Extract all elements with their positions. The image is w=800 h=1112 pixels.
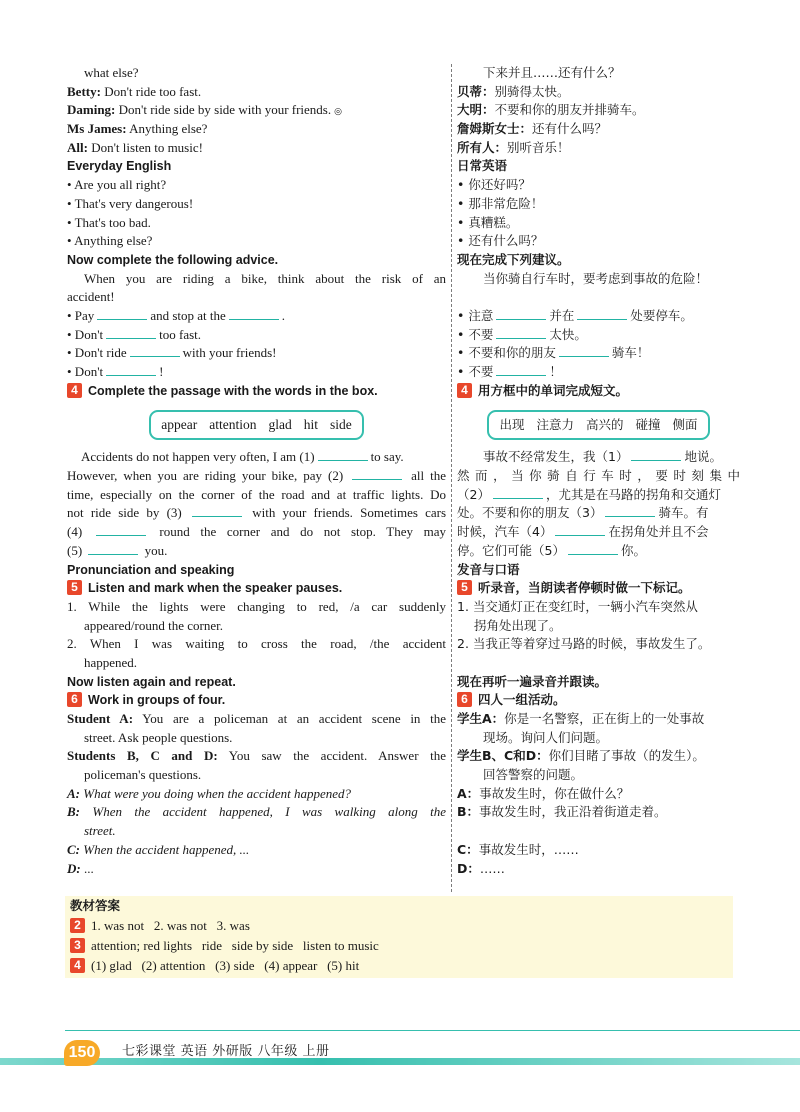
passage-line: time, especially on the corner of the road and at traffic lights. Do	[67, 486, 446, 502]
fill-blank[interactable]	[318, 448, 368, 461]
advice-item: • 不要 ！	[457, 364, 562, 379]
text-line: 当你骑自行车时，要考虑到事故的危险！	[483, 270, 709, 286]
dialogue-line: B：事故发生时，我正沿着街道走着。	[457, 804, 667, 820]
role-line: Students B, C and D: You saw the accident. Answer the	[67, 748, 446, 764]
word-box: appear attention glad hit side	[149, 410, 364, 440]
section-heading: Pronunciation and speaking	[67, 562, 235, 577]
section-heading: 发音与口语	[457, 561, 520, 577]
word-box: 出现 注意力 高兴的 碰撞 侧面	[487, 410, 709, 440]
role-line: 现场。询问人们问题。	[483, 729, 609, 745]
role-line: 回答警察的问题。	[483, 767, 584, 783]
exercise-number-badge: 5	[457, 580, 472, 595]
passage-line: 停。它们可能（5） 你。	[457, 542, 646, 558]
list-item: • 那非常危险！	[457, 195, 544, 211]
advice-item: • 不要和你的朋友 骑车！	[457, 345, 650, 361]
list-item: • Anything else?	[67, 233, 153, 249]
section-heading: Now listen again and repeat.	[67, 674, 236, 689]
sentence-line: appeared/round the corner.	[84, 617, 223, 633]
exercise-heading: 4 Complete the passage with the words in the box.	[67, 382, 446, 401]
dialogue-line: street.	[84, 823, 116, 839]
fill-blank[interactable]	[631, 448, 681, 461]
passage-line: 事故不经常发生，我（1） 地说。	[483, 449, 722, 465]
sentence-line: happened.	[84, 654, 138, 670]
english-column	[67, 64, 446, 878]
dialogue-line: D: ...	[67, 860, 94, 876]
dialogue-line: Daming: Don't ride side by side with your friends. ◎	[67, 102, 342, 118]
fill-blank[interactable]	[96, 523, 146, 536]
exercise-heading: 6 Work in groups of four.	[67, 691, 446, 710]
dialogue-line: C: When the accident happened, ...	[67, 841, 250, 857]
exercise-heading: 4 用方框中的单词完成短文。	[457, 382, 740, 401]
answer-box	[65, 896, 733, 978]
list-item: • That's very dangerous!	[67, 195, 194, 211]
dialogue-line: C：事故发生时，……	[457, 841, 579, 857]
fill-blank[interactable]	[496, 326, 546, 339]
sentence-line: 拐角处出现了。	[474, 617, 562, 633]
passage-line: However, when you are riding your bike, pay (2) all the	[67, 468, 446, 484]
advice-item: • Don't too fast.	[67, 326, 202, 342]
fill-blank[interactable]	[568, 542, 618, 555]
chinese-column	[457, 64, 740, 878]
sentence-line: 1. While the lights were changing to red, /a car suddenly	[67, 598, 446, 614]
answer-row: 3 attention; red lights ride side by side listen to music	[65, 936, 733, 956]
dialogue-line: All: Don't listen to music!	[67, 139, 203, 155]
passage-line: （2） ，尤其是在马路的拐角和交通灯	[457, 486, 721, 502]
sentence-line: 2. When I was waiting to cross the road, /the accident	[67, 636, 446, 652]
text-line: 下来并且……还有什么？	[483, 65, 621, 80]
fill-blank[interactable]	[352, 467, 402, 480]
sentence-line: 2. 当我正等着穿过马路的时候，事故发生了。	[457, 636, 711, 652]
fill-blank[interactable]	[229, 307, 279, 320]
dialogue-line: A: What were you doing when the accident happened?	[67, 785, 352, 801]
fill-blank[interactable]	[130, 344, 180, 357]
advice-item: • 不要 太快。	[457, 326, 587, 342]
passage-line: Accidents do not happen very often, I am (1) to say.	[81, 449, 404, 465]
answer-row: 4 (1) glad (2) attention (3) side (4) appear (5) hit	[65, 956, 733, 976]
footer-band	[0, 1058, 800, 1065]
sentence-line: 1. 当交通灯正在变红时，一辆小汽车突然从	[457, 598, 698, 614]
fill-blank[interactable]	[496, 363, 546, 376]
exercise-number-badge: 5	[67, 580, 82, 595]
dialogue-line: 所有人：别听音乐！	[457, 139, 570, 155]
list-item: • 还有什么吗？	[457, 233, 544, 249]
fill-blank[interactable]	[97, 307, 147, 320]
word-box-row	[67, 400, 446, 448]
role-line: 学生B、C和D：你们目睹了事故（的发生）。	[457, 748, 705, 764]
exercise-number-badge: 6	[67, 692, 82, 707]
fill-blank[interactable]	[88, 542, 138, 555]
passage-line: (4) round the corner and do not stop. They may	[67, 524, 446, 540]
fill-blank[interactable]	[555, 523, 605, 536]
passage-line: 然而，当你骑自行车时，要时刻集中	[457, 468, 740, 484]
audio-icon[interactable]: ◎	[334, 106, 342, 117]
fill-blank[interactable]	[577, 307, 627, 320]
section-heading: 现在完成下列建议。	[457, 251, 570, 267]
answer-title: 教材答案	[70, 898, 121, 913]
advice-item: • Pay and stop at the .	[67, 307, 286, 323]
list-item: • That's too bad.	[67, 214, 151, 230]
section-heading: Now complete the following advice.	[67, 252, 279, 267]
dialogue-line: A：事故发生时，你在做什么？	[457, 785, 630, 801]
dialogue-line: Betty: Don't ride too fast.	[67, 83, 202, 99]
dialogue-line: Ms James: Anything else?	[67, 121, 208, 137]
section-heading: 现在再听一遍录音并跟读。	[457, 673, 608, 689]
text-line: accident!	[67, 289, 115, 305]
exercise-number-badge: 4	[457, 383, 472, 398]
advice-item: • Don't !	[67, 364, 164, 379]
fill-blank[interactable]	[106, 363, 156, 376]
column-divider	[451, 64, 452, 892]
fill-blank[interactable]	[192, 504, 242, 517]
text-line: what else?	[84, 65, 139, 80]
list-item: • 真糟糕。	[457, 214, 519, 230]
role-line: street. Ask people questions.	[84, 729, 233, 745]
passage-line: (5) you.	[67, 542, 168, 558]
role-line: Student A: You are a policeman at an accident scene in the	[67, 711, 446, 726]
advice-item: • 注意 并在 处要停车。	[457, 307, 693, 323]
fill-blank[interactable]	[493, 486, 543, 499]
fill-blank[interactable]	[559, 344, 609, 357]
book-title: 七彩课堂 英语 外研版 八年级 上册	[122, 1044, 330, 1059]
dialogue-line: D：……	[457, 860, 505, 876]
passage-line: not ride side by (3) with your friends. Sometimes cars	[67, 505, 447, 521]
advice-item: • Don't ride with your friends!	[67, 345, 277, 361]
page-number: 150	[64, 1040, 100, 1066]
exercise-heading: 5 听录音，当朗读者停顿时做一下标记。	[457, 579, 740, 598]
answer-row: 2 1. was not 2. was not 3. was	[65, 916, 733, 936]
exercise-number-badge: 4	[70, 958, 85, 973]
text-line: When you are riding a bike, think about the risk of an	[84, 270, 446, 286]
role-line: 学生A：你是一名警察，正在街上的一处事故	[457, 711, 705, 726]
list-item: • Are you all right?	[67, 177, 167, 193]
dialogue-line: 大明：不要和你的朋友并排骑车。	[457, 102, 645, 118]
fill-blank[interactable]	[496, 307, 546, 320]
spacer	[457, 654, 740, 673]
dialogue-line: B: When the accident happened, I was walking along the	[67, 804, 446, 820]
passage-line: 处。不要和你的朋友（3） 骑车。有	[457, 505, 709, 521]
spacer	[457, 822, 740, 841]
section-heading: Everyday English	[67, 159, 172, 174]
exercise-number-badge: 2	[70, 918, 85, 933]
exercise-number-badge: 4	[67, 383, 82, 398]
footer-rule	[65, 1030, 800, 1031]
dialogue-line: 贝蒂：别骑得太快。	[457, 83, 570, 99]
exercise-number-badge: 6	[457, 692, 472, 707]
passage-line: 时候，汽车（4） 在拐角处并且不会	[457, 524, 709, 540]
fill-blank[interactable]	[106, 326, 156, 339]
exercise-heading: 5 Listen and mark when the speaker pauses.	[67, 579, 446, 598]
dialogue-line: 詹姆斯女士：还有什么吗？	[457, 121, 608, 137]
word-box-row	[457, 400, 740, 448]
section-heading: 日常英语	[457, 158, 508, 174]
fill-blank[interactable]	[605, 504, 655, 517]
spacer	[457, 288, 740, 307]
exercise-number-badge: 3	[70, 938, 85, 953]
role-line: policeman's questions.	[84, 767, 202, 783]
list-item: • 你还好吗？	[457, 177, 531, 193]
exercise-heading: 6 四人一组活动。	[457, 691, 740, 710]
